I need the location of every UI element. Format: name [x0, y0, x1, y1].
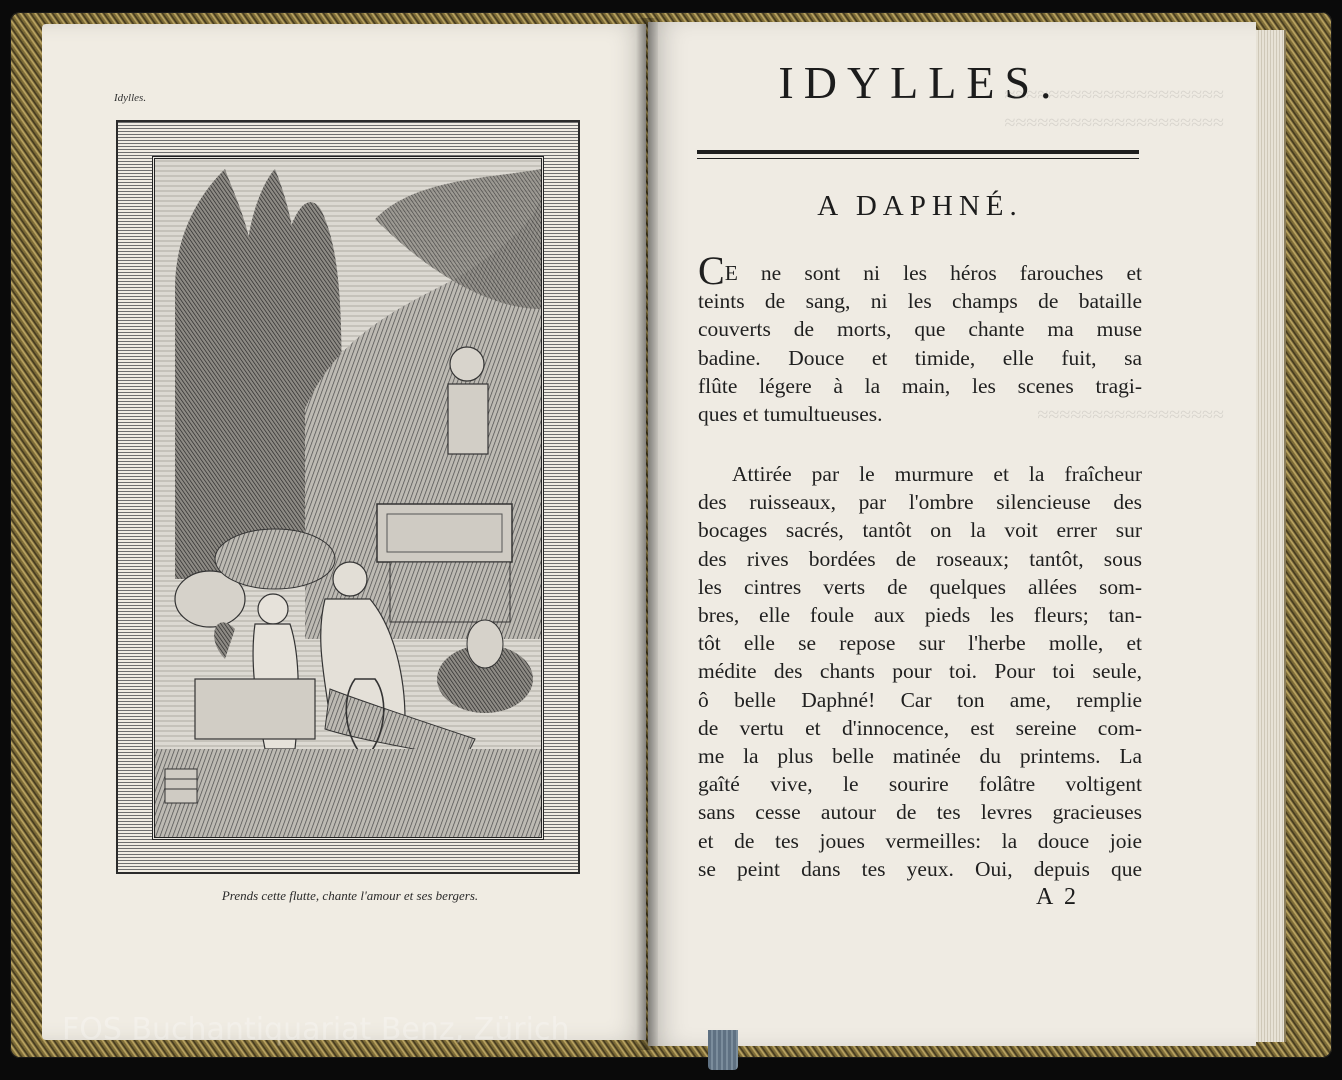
text-line: Attirée par le murmure et la fraîcheur	[732, 462, 1142, 486]
text-line: gaîté vive, le sourire folâtre voltigent	[698, 772, 1142, 797]
engraving-illustration	[155, 159, 541, 837]
book-gutter	[636, 18, 658, 1050]
text-line: de vertu et d'innocence, est sereine com-	[698, 715, 1142, 740]
text-line: des ruisseaux, par l'ombre silencieuse des	[698, 490, 1142, 515]
show-through-text: ≈≈≈≈≈≈≈≈≈≈≈≈≈≈≈≈≈	[1037, 404, 1224, 426]
text-line: médite des chants pour toi. Pour toi seule,	[698, 659, 1142, 684]
page-edges	[1256, 30, 1286, 1042]
title-rule-thin	[697, 158, 1139, 159]
drop-cap: C	[698, 248, 725, 293]
text-line: ques et tumultueuses.	[698, 402, 883, 427]
title-rule	[697, 150, 1139, 154]
text-line: me la plus belle matinée du printems. La	[698, 744, 1142, 769]
text-line: bocages sacrés, tantôt on la voit errer sur	[698, 518, 1142, 543]
signature-mark: A 2	[1036, 884, 1080, 910]
paragraph-2	[698, 460, 1142, 883]
text-line: teints de sang, ni les champs de bataille	[698, 289, 1142, 314]
text-line: badine. Douce et timide, elle fuit, sa	[698, 345, 1142, 370]
section-heading: A DAPHNÉ.	[817, 190, 1023, 222]
text-line: ô belle Daphné! Car ton ame, remplie	[698, 687, 1142, 712]
show-through-text: ≈≈≈≈≈≈≈≈≈≈≈≈≈≈≈≈≈≈≈≈	[1004, 112, 1224, 134]
plate-caption: Prends cette flutte, chante l'amour et ses bergers.	[221, 888, 479, 903]
show-through-text: ≈≈≈≈≈≈≈≈≈≈≈≈≈≈≈≈≈≈≈≈	[1004, 84, 1224, 106]
bookmark-ribbon	[708, 1030, 738, 1070]
text-line: et de tes joues vermeilles: la douce joie	[698, 828, 1142, 853]
text-line: tôt elle se repose sur l'herbe molle, et	[698, 631, 1142, 656]
text-line: les cintres verts de quelques allées som-	[698, 574, 1142, 599]
text-line: CE ne sont ni les héros farouches et	[698, 248, 1142, 293]
page-title: IDYLLES.	[778, 57, 1062, 108]
text-line: bres, elle foule aux pieds les fleurs; tan-	[698, 603, 1142, 628]
text-line: des rives bordées de roseaux; tantôt, sous	[698, 546, 1142, 571]
text-line: se peint dans tes yeux. Oui, depuis que	[698, 856, 1142, 881]
text-line: sans cesse autour de tes levres gracieuses	[698, 800, 1142, 825]
text-line: flûte légere à la main, les scenes tragi-	[698, 373, 1142, 398]
engraving-plate	[152, 156, 544, 840]
paragraph-1	[698, 248, 1142, 428]
watermark: FOS Buchantiquariat Benz, Zürich	[62, 1012, 570, 1047]
text-line: couverts de morts, que chante ma muse	[698, 317, 1142, 342]
running-head: Idylles.	[114, 92, 147, 104]
